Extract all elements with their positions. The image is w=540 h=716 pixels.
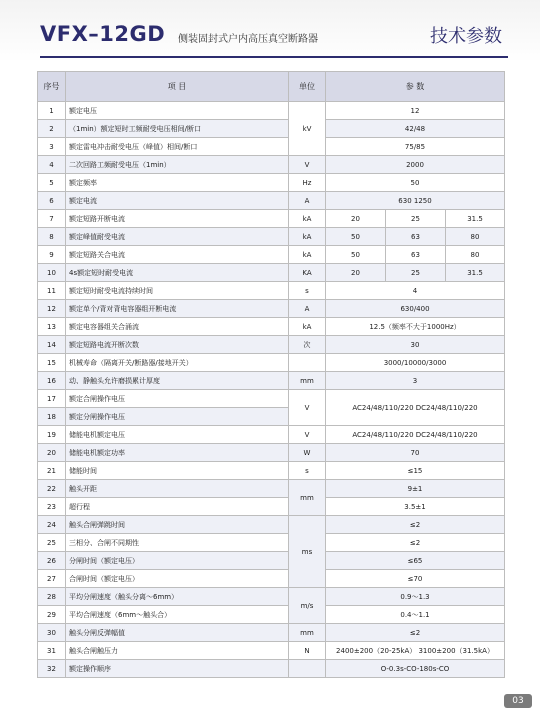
row-unit: kA — [289, 210, 326, 228]
row-item: 二次回路工频耐受电压（1min） — [66, 156, 289, 174]
row-item: 触头合闸弹跳时间 — [66, 516, 289, 534]
row-value: 42/48 — [326, 120, 505, 138]
row-value: 80 — [446, 246, 505, 264]
row-item: 额定合闸操作电压 — [66, 390, 289, 408]
row-unit: mm — [289, 624, 326, 642]
row-number: 3 — [38, 138, 66, 156]
row-unit: KA — [289, 264, 326, 282]
row-unit: m/s — [289, 588, 326, 624]
column-header-item: 项 目 — [66, 72, 289, 102]
row-unit: Hz — [289, 174, 326, 192]
table-row — [38, 246, 505, 264]
row-unit: W — [289, 444, 326, 462]
row-unit: N — [289, 642, 326, 660]
row-item: 分闸时间（额定电压） — [66, 552, 289, 570]
row-unit: s — [289, 462, 326, 480]
page-number: 03 — [504, 694, 532, 708]
row-value: 31.5 — [446, 210, 505, 228]
row-item: 储能电机额定功率 — [66, 444, 289, 462]
table-row — [38, 660, 505, 678]
row-number: 23 — [38, 498, 66, 516]
table-row — [38, 300, 505, 318]
table-row — [38, 588, 505, 606]
table-row — [38, 192, 505, 210]
row-number: 30 — [38, 624, 66, 642]
table-row — [38, 426, 505, 444]
row-number: 17 — [38, 390, 66, 408]
table-row — [38, 120, 505, 138]
table-row — [38, 372, 505, 390]
row-value: 75/85 — [326, 138, 505, 156]
row-value: AC24/48/110/220 DC24/48/110/220 — [326, 390, 505, 426]
row-item: 额定短路关合电流 — [66, 246, 289, 264]
row-item: 储能电机额定电压 — [66, 426, 289, 444]
table-row — [38, 642, 505, 660]
table-row — [38, 210, 505, 228]
row-item: 额定雷电冲击耐受电压（峰值）相间/断口 — [66, 138, 289, 156]
row-unit: V — [289, 426, 326, 444]
table-row — [38, 318, 505, 336]
row-number: 8 — [38, 228, 66, 246]
table-row — [38, 282, 505, 300]
row-number: 27 — [38, 570, 66, 588]
table-row — [38, 606, 505, 624]
row-value: 9±1 — [326, 480, 505, 498]
product-subtitle: 侧装固封式户内高压真空断路器 — [178, 34, 318, 45]
row-unit: A — [289, 192, 326, 210]
row-unit: 次 — [289, 336, 326, 354]
row-number: 22 — [38, 480, 66, 498]
row-value: 50 — [326, 246, 386, 264]
table-row — [38, 480, 505, 498]
row-value: 63 — [386, 246, 446, 264]
row-unit: ms — [289, 516, 326, 588]
spec-table — [37, 71, 505, 678]
table-row — [38, 390, 505, 408]
row-item: 合闸时间（额定电压） — [66, 570, 289, 588]
row-value: 80 — [446, 228, 505, 246]
row-item: 额定分闸操作电压 — [66, 408, 289, 426]
section-title: 技术参数 — [430, 26, 502, 47]
row-number: 12 — [38, 300, 66, 318]
row-value: 12 — [326, 102, 505, 120]
row-item: 额定操作顺序 — [66, 660, 289, 678]
row-number: 31 — [38, 642, 66, 660]
row-value: ≤65 — [326, 552, 505, 570]
row-item: 额定电容器组关合涌流 — [66, 318, 289, 336]
row-unit: kV — [289, 102, 326, 156]
row-value: 63 — [386, 228, 446, 246]
row-number: 20 — [38, 444, 66, 462]
row-number: 7 — [38, 210, 66, 228]
row-value: 3 — [326, 372, 505, 390]
row-value: 50 — [326, 228, 386, 246]
row-number: 26 — [38, 552, 66, 570]
row-number: 18 — [38, 408, 66, 426]
row-item: 储能时间 — [66, 462, 289, 480]
row-number: 16 — [38, 372, 66, 390]
row-value: 630/400 — [326, 300, 505, 318]
row-value: AC24/48/110/220 DC24/48/110/220 — [326, 426, 505, 444]
row-value: 20 — [326, 210, 386, 228]
row-number: 4 — [38, 156, 66, 174]
row-number: 28 — [38, 588, 66, 606]
row-unit: V — [289, 156, 326, 174]
row-value: 70 — [326, 444, 505, 462]
row-item: 触头开距 — [66, 480, 289, 498]
row-number: 2 — [38, 120, 66, 138]
row-item: 4s额定短时耐受电流 — [66, 264, 289, 282]
row-item: 触头合闸触压力 — [66, 642, 289, 660]
table-row — [38, 102, 505, 120]
row-number: 19 — [38, 426, 66, 444]
table-row — [38, 264, 505, 282]
row-item: 平均合闸速度（6mm～触头合） — [66, 606, 289, 624]
row-value: 3000/10000/3000 — [326, 354, 505, 372]
row-unit: kA — [289, 318, 326, 336]
row-value: 31.5 — [446, 264, 505, 282]
row-unit: V — [289, 390, 326, 426]
row-item: 触头分闸反弹幅值 — [66, 624, 289, 642]
row-item: 额定短路开断电流 — [66, 210, 289, 228]
row-number: 13 — [38, 318, 66, 336]
row-item: 平均分闸速度（触头分离～6mm） — [66, 588, 289, 606]
row-number: 32 — [38, 660, 66, 678]
column-header-no: 序号 — [38, 72, 66, 102]
row-number: 29 — [38, 606, 66, 624]
row-value: 0.4～1.1 — [326, 606, 505, 624]
row-number: 14 — [38, 336, 66, 354]
row-unit: mm — [289, 480, 326, 516]
row-unit — [289, 354, 326, 372]
row-number: 11 — [38, 282, 66, 300]
table-row — [38, 354, 505, 372]
row-item: 三相分、合闸不同期性 — [66, 534, 289, 552]
table-row — [38, 138, 505, 156]
row-number: 24 — [38, 516, 66, 534]
table-row — [38, 534, 505, 552]
table-row — [38, 516, 505, 534]
row-number: 5 — [38, 174, 66, 192]
table-row — [38, 462, 505, 480]
row-value: 3.5±1 — [326, 498, 505, 516]
row-number: 21 — [38, 462, 66, 480]
row-value: 4 — [326, 282, 505, 300]
row-number: 6 — [38, 192, 66, 210]
product-model-title: VFX–12GD — [40, 22, 166, 46]
row-value: 0.9～1.3 — [326, 588, 505, 606]
row-number: 10 — [38, 264, 66, 282]
row-item: （1min）额定短时工频耐受电压相间/断口 — [66, 120, 289, 138]
table-header-row — [38, 72, 505, 102]
row-item: 额定频率 — [66, 174, 289, 192]
table-row — [38, 570, 505, 588]
table-row — [38, 444, 505, 462]
row-item: 额定电压 — [66, 102, 289, 120]
row-value: 20 — [326, 264, 386, 282]
row-value: 630 1250 — [326, 192, 505, 210]
row-number: 9 — [38, 246, 66, 264]
row-unit: kA — [289, 228, 326, 246]
row-value: 12.5（频率不大于1000Hz） — [326, 318, 505, 336]
table-row — [38, 336, 505, 354]
table-row — [38, 174, 505, 192]
row-unit: s — [289, 282, 326, 300]
row-value: 50 — [326, 174, 505, 192]
row-number: 25 — [38, 534, 66, 552]
row-value: ≤2 — [326, 534, 505, 552]
table-row — [38, 498, 505, 516]
table-row — [38, 552, 505, 570]
row-value: 30 — [326, 336, 505, 354]
table-row — [38, 156, 505, 174]
header-divider — [40, 56, 508, 58]
row-number: 15 — [38, 354, 66, 372]
table-row — [38, 624, 505, 642]
row-number: 1 — [38, 102, 66, 120]
row-unit: A — [289, 300, 326, 318]
row-item: 额定峰值耐受电流 — [66, 228, 289, 246]
row-item: 机械寿命（隔离开关/断路器/接地开关） — [66, 354, 289, 372]
row-value: ≤2 — [326, 624, 505, 642]
column-header-unit: 单位 — [289, 72, 326, 102]
row-item: 动、静触头允许磨损累计厚度 — [66, 372, 289, 390]
table-body — [38, 102, 505, 678]
row-value: O-0.3s-CO-180s-CO — [326, 660, 505, 678]
row-unit — [289, 660, 326, 678]
row-item: 额定短时耐受电流持续时间 — [66, 282, 289, 300]
row-item: 额定电流 — [66, 192, 289, 210]
row-value: 2400±200（20-25kA） 3100±200（31.5kA） — [326, 642, 505, 660]
row-item: 额定短路电流开断次数 — [66, 336, 289, 354]
row-item: 超行程 — [66, 498, 289, 516]
row-value: 25 — [386, 210, 446, 228]
row-item: 额定单个/背对背电容器组开断电流 — [66, 300, 289, 318]
row-unit: mm — [289, 372, 326, 390]
row-value: ≤2 — [326, 516, 505, 534]
row-unit: kA — [289, 246, 326, 264]
table-row — [38, 228, 505, 246]
row-value: ≤70 — [326, 570, 505, 588]
row-value: 2000 — [326, 156, 505, 174]
column-header-value: 参 数 — [326, 72, 505, 102]
page-header — [0, 0, 540, 62]
row-value: ≤15 — [326, 462, 505, 480]
row-value: 25 — [386, 264, 446, 282]
